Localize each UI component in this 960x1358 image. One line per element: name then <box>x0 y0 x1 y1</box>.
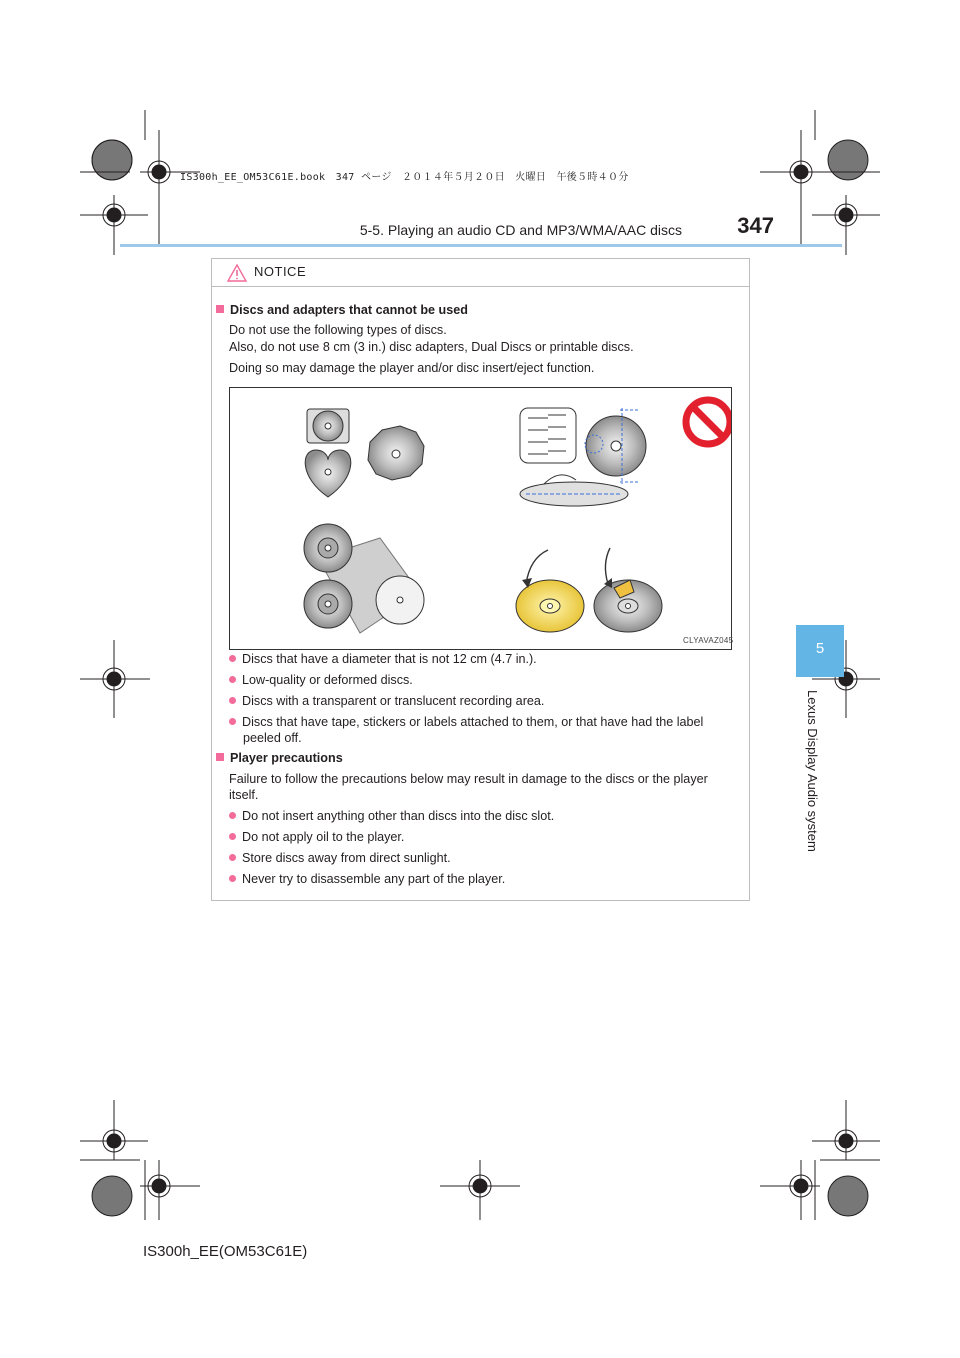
section-title: 5-5. Playing an audio CD and MP3/WMA/AAC discs <box>359 222 682 238</box>
paragraph: itself. <box>229 788 259 802</box>
prohibition-icon <box>686 400 730 444</box>
section-heading-player: Player precautions <box>216 750 343 766</box>
round-bullet-icon <box>229 697 236 704</box>
square-bullet-icon <box>216 305 224 313</box>
round-bullet-icon <box>229 854 236 861</box>
bullet-item: Low-quality or deformed discs. <box>229 672 413 688</box>
chapter-side-label <box>796 690 844 920</box>
round-bullet-icon <box>229 676 236 683</box>
header-rule <box>120 244 842 247</box>
square-disc-icon <box>307 409 349 443</box>
starburst-mark-top-left <box>92 140 132 180</box>
round-bullet-icon <box>229 718 236 725</box>
round-bullet-icon <box>229 812 236 819</box>
paragraph: Doing so may damage the player and/or disc insert/eject function. <box>229 361 595 375</box>
bullet-item: Discs that have tape, stickers or labels attached to them, or that have had the label <box>229 714 703 730</box>
starburst-mark-bottom-right <box>828 1176 868 1216</box>
adapter-disc-icon <box>304 524 424 633</box>
crosshair-mark-bottom-center <box>440 1160 520 1220</box>
chapter-number: 5 <box>815 640 825 657</box>
print-header: IS300h_EE_OM53C61E.book 347 ページ ２０１４年５月２０日 火曜日 午後５時４０分 <box>180 172 629 183</box>
heart-shaped-disc-icon <box>305 450 351 497</box>
bullet-item: Discs that have a diameter that is not 12 cm (4.7 in.). <box>229 651 537 667</box>
paragraph: Also, do not use 8 cm (3 in.) disc adapters, Dual Discs or printable discs. <box>229 340 634 354</box>
yellow-label-disc-icon <box>516 550 584 632</box>
crosshair-mark-bottom-right-2 <box>760 1160 820 1220</box>
notice-label: NOTICE <box>254 264 307 279</box>
crosshair-mark-bottom-left-2 <box>140 1160 200 1220</box>
figure-code: CLYAVAZ045 <box>683 636 734 645</box>
bullet-item: Do not insert anything other than discs into the disc slot. <box>229 808 554 824</box>
round-bullet-icon <box>229 833 236 840</box>
bullet-item: Store discs away from direct sunlight. <box>229 850 451 866</box>
disc-illustration <box>229 387 732 650</box>
round-bullet-icon <box>229 875 236 882</box>
crosshair-mark-bottom-left <box>80 1100 148 1160</box>
section-heading-discs: Discs and adapters that cannot be used <box>216 302 468 318</box>
sticker-disc-icon <box>594 548 662 632</box>
footer-book-code: IS300h_EE(OM53C61E) <box>143 1243 308 1260</box>
crosshair-mark-middle-left <box>80 640 150 718</box>
square-bullet-icon <box>216 753 224 761</box>
warning-triangle-icon <box>227 264 247 282</box>
paragraph: Do not use the following types of discs. <box>229 323 447 337</box>
round-bullet-icon <box>229 655 236 662</box>
bullet-item-continued: peeled off. <box>243 731 302 745</box>
disc-illustration-drawing <box>230 388 734 649</box>
page-number: 347 <box>737 213 774 238</box>
starburst-mark-top-right <box>828 140 868 180</box>
octagonal-disc-icon <box>368 426 424 480</box>
chapter-title: Lexus Display Audio system <box>805 690 820 852</box>
bullet-item: Discs with a transparent or translucent recording area. <box>229 693 544 709</box>
bullet-item: Do not apply oil to the player. <box>229 829 404 845</box>
deformed-disc-icon <box>520 408 646 506</box>
crosshair-mark-bottom-right <box>812 1100 880 1160</box>
paragraph: Failure to follow the precautions below may result in damage to the discs or the player <box>229 772 708 786</box>
bullet-item: Never try to disassemble any part of the player. <box>229 871 505 887</box>
starburst-mark-bottom-left <box>92 1176 132 1216</box>
crosshair-mark-top-left <box>140 130 200 245</box>
